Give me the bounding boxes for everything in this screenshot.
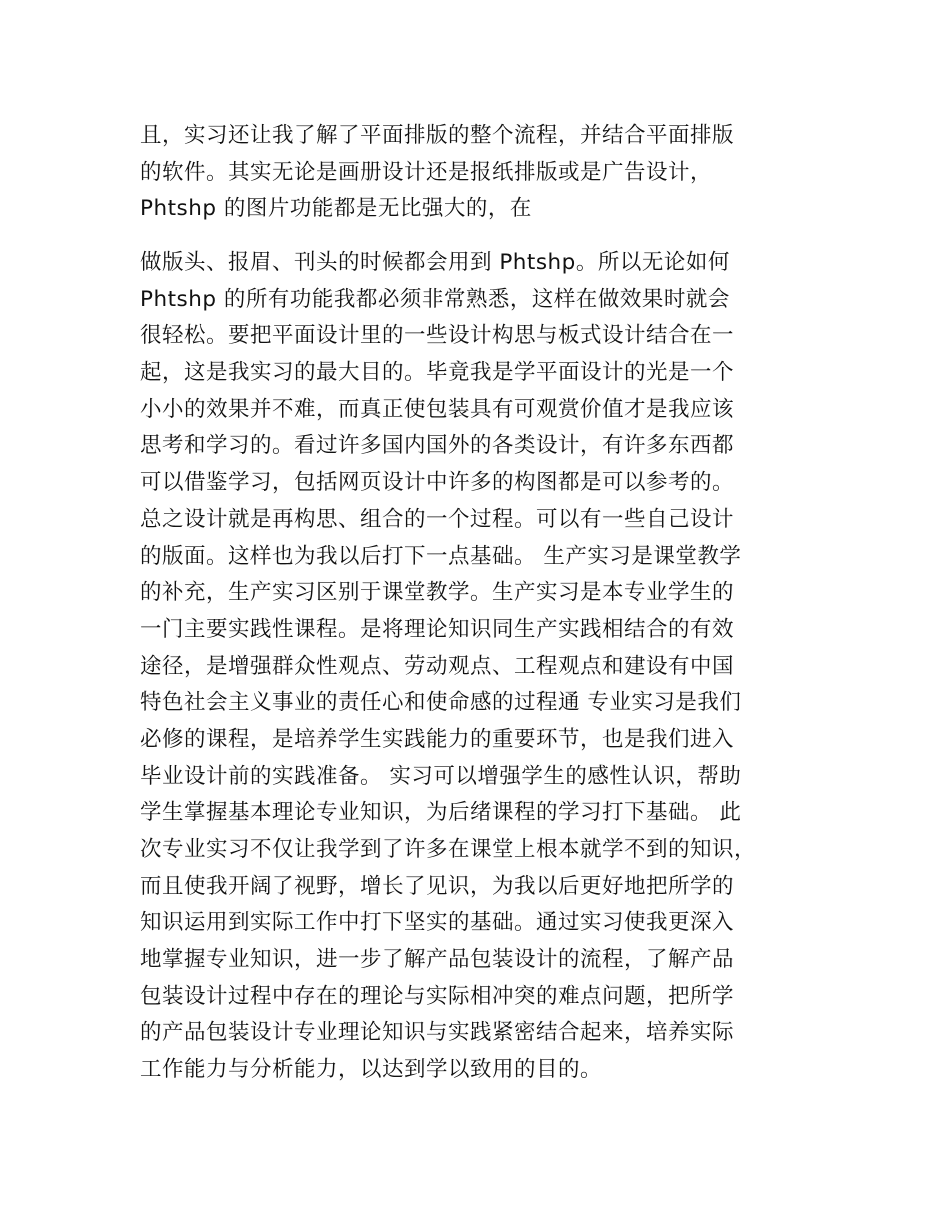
text-line: 一门主要实践性课程。是将理论知识同生产实践相结合的有效 xyxy=(140,616,735,642)
text-line: 地掌握专业知识，进一步了解产品包装设计的流程，了解产品 xyxy=(140,947,735,973)
text-line: 做版头、报眉、刊头的时候都会用到 Phtshp。所以无论如何 xyxy=(140,250,730,275)
text-line: 很轻松。要把平面设计里的一些设计构思与板式设计结合在一 xyxy=(140,323,735,349)
text-line: 思考和学习的。看过许多国内国外的各类设计，有许多东西都 xyxy=(140,433,735,459)
text-line: 特色社会主义事业的责任心和使命感的过程通 专业实习是我们 xyxy=(140,690,742,716)
text-line: 的补充，生产实习区别于课堂教学。生产实习是本专业学生的 xyxy=(140,580,735,606)
text-line: 知识运用到实际工作中打下坚实的基础。通过实习使我更深入 xyxy=(140,910,735,936)
text-line: Phtshp 的所有功能我都必须非常熟悉，这样在做效果时就会 xyxy=(140,286,730,312)
text-line: 必修的课程，是培养学生实践能力的重要环节，也是我们进入 xyxy=(140,726,735,752)
text-line: Phtshp 的图片功能都是无比强大的，在 xyxy=(140,196,532,222)
text-line: 的产品包装设计专业理论知识与实践紧密结合起来，培养实际 xyxy=(140,1020,735,1046)
text-line: 起，这是我实习的最大目的。毕竟我是学平面设计的光是一个 xyxy=(140,360,735,386)
text-line: 毕业设计前的实践准备。 实习可以增强学生的感性认识，帮助 xyxy=(140,763,742,789)
text-line: 学生掌握基本理论专业知识，为后绪课程的学习打下基础。 此 xyxy=(140,800,742,826)
text-line: 包装设计过程中存在的理论与实际相冲突的难点问题，把所学 xyxy=(140,983,735,1009)
text-line: 且，实习还让我了解了平面排版的整个流程，并结合平面排版 xyxy=(140,123,735,148)
text-line: 的版面。这样也为我以后打下一点基础。 生产实习是课堂教学 xyxy=(140,543,742,569)
text-line: 途径，是增强群众性观点、劳动观点、工程观点和建设有中国 xyxy=(140,653,735,679)
text-line: 次专业实习不仅让我学到了许多在课堂上根本就学不到的知识， xyxy=(140,837,757,862)
paragraph-1 xyxy=(140,118,820,228)
text-line: 工作能力与分析能力，以达到学以致用的目的。 xyxy=(140,1057,603,1083)
text-line: 小小的效果并不难，而真正使包装具有可观赏价值才是我应该 xyxy=(140,396,735,422)
text-line: 总之设计就是再构思、组合的一个过程。可以有一些自己设计 xyxy=(140,506,735,532)
text-line: 的软件。其实无论是画册设计还是报纸排版或是广告设计， xyxy=(140,159,713,185)
text-line: 可以借鉴学习，包括网页设计中许多的构图都是可以参考的。 xyxy=(140,470,735,496)
paragraph-2 xyxy=(140,245,820,1089)
text-line: 而且使我开阔了视野，增长了见识，为我以后更好地把所学的 xyxy=(140,873,735,899)
